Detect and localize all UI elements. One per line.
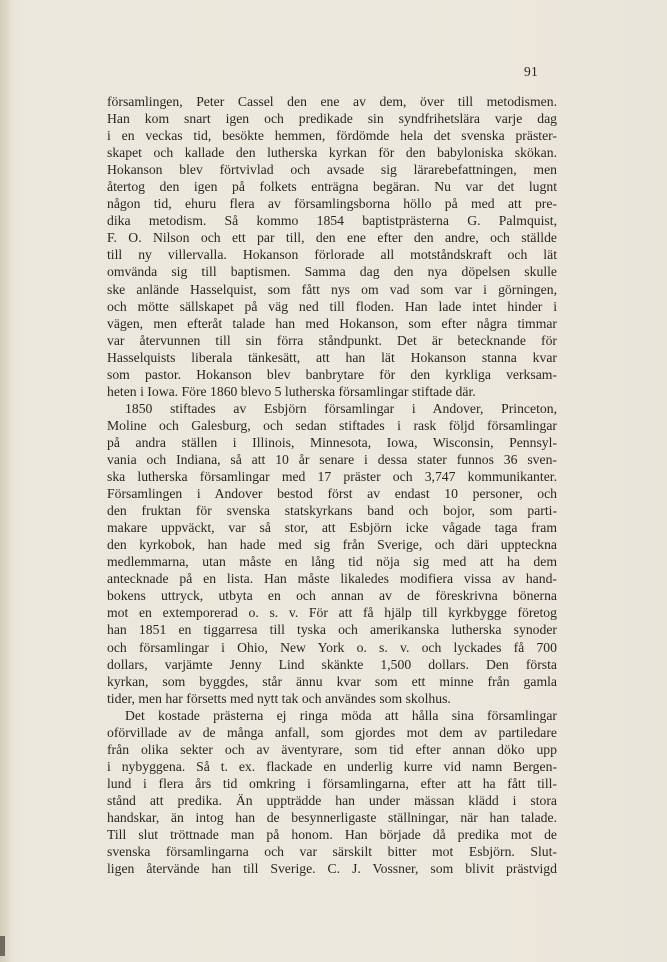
text-line: heten i Iowa. Före 1860 blevo 5 lutherska församlingar stiftade där. [107,383,476,399]
page-number: 91 [524,64,539,79]
text-line: den fruktan för svenska statskyrkans band och bojor, som parti- [107,503,557,519]
text-line: kyrkan, som byggdes, står ännu kvar som ett minne från gamla [107,673,557,689]
text-line: från olika sekter och av äventyrare, som tid efter annan döko upp [107,741,557,757]
text-line: Församlingen i Andover bestod först av endast 10 personer, och [107,486,557,502]
text-line: svenska församlingarna och var särskilt bitter mot Esbjörn. Slut- [107,844,557,860]
text-line: Moline och Galesburg, och sedan stiftades i rask följd församlingar [107,417,557,433]
text-line: ska lutherska församlingar med 17 präster och 3,747 kommunikanter. [107,469,557,485]
body-text [107,93,557,877]
text-line: bokens uttryck, utbyta en och annan av de föreskrivna bönerna [107,588,557,604]
text-line: oförvillade av de många anfall, som gjordes mot dem av partiledare [107,724,557,740]
text-line: återtog den igen på folkets enträgna begäran. Nu var det lugnt [107,179,557,195]
text-line: i nybyggena. Så t. ex. flackade en underlig kurre vid namn Bergen- [107,758,557,774]
text-line: Hokanson blev förtvivlad och avsade sig lärarebefattningen, men [107,162,557,178]
text-line: vania och Indiana, så att 10 år senare i dessa stater funnos 36 sven- [107,451,557,467]
text-line: tider, men har försetts med nytt tak och användes som skolhus. [107,690,451,706]
text-line: till ny villervalla. Hokanson förlorade all motståndskraft och lät [107,247,557,263]
text-line: och församlingar i Ohio, New York o. s. v. och lyckades få 700 [107,639,557,655]
text-line: Hasselquists liberala tänkesätt, att han lät Hokanson stanna kvar [107,349,557,365]
text-line: någon tid, ehuru flera av församlingsborna höllo på med att pre- [107,196,557,212]
text-line: och mötte sällskapet på väg ned till floden. Han lade intet hinder i [107,298,557,314]
text-line: Han kom snart igen och predikade sin syndfrihetslära varje dag [107,111,557,127]
text-line: medlemmarna, utan måste en lång tid nöja sig med att ha dem [107,554,557,570]
text-line: på andra ställen i Illinois, Minnesota, Iowa, Wisconsin, Pennsyl- [107,434,557,450]
text-line: 1850 stiftades av Esbjörn församlingar i Andover, Princeton, [125,400,557,416]
text-line: mot en extemporerad o. s. v. För att få hjälp till kyrkbygge företog [107,605,557,621]
text-line: i en veckas tid, besökte hemmen, fördömde hela det svenska präster- [107,128,557,144]
text-line: dollars, varjämte Jenny Lind skänkte 1,500 dollars. Den första [107,656,557,672]
text-line: antecknade på en lista. Han måste likaledes modifiera vissa av hand- [107,571,557,587]
text-line: skapet och kallade den lutherska kyrkan för den babyloniska skökan. [107,145,557,161]
text-line: makare uppväckt, var så stor, att Esbjörn icke vågade taga fram [107,520,557,536]
text-line: han 1851 en tiggarresa till tyska och amerikanska lutherska synoder [107,622,557,638]
text-line: var återvunnen till sin förra ståndpunkt. Det är betecknande för [107,332,557,348]
text-line: Till slut tröttnade man på honom. Han började då predika mot de [107,827,557,843]
text-line: lund i flera års tid omkring i församlingarna, efter att ha fått till- [107,775,557,791]
text-line: vägen, men efteråt talade han med Hokanson, som efter några timmar [107,315,557,331]
text-line: handskar, än intog han de besynnerligaste ställningar, när han talade. [107,809,557,825]
text-line: omvända sig till baptismen. Samma dag den nya döpelsen skulle [107,264,557,280]
text-line: dika metodism. Så kommo 1854 baptistprästerna G. Palmquist, [107,213,557,229]
text-line: som pastor. Hokanson blev banbrytare för den kyrkliga verksam- [107,366,557,382]
text-line: församlingen, Peter Cassel den ene av dem, över till metodismen. [107,94,557,109]
binding-mark [0,936,5,956]
text-line: Det kostade prästerna ej ringa möda att hålla sina församlingar [125,707,557,723]
text-line: den kyrkobok, han hade med sig från Sverige, och däri uppteckna [107,537,557,553]
text-line: ligen återvände han till Sverige. C. J. Vossner, som blivit prästvigd [107,861,557,877]
text-line: stånd att predika. Än uppträdde han under mässan klädd i stora [107,792,557,808]
page-gutter [0,0,10,962]
text-line: ske anlände Hasselquist, som fått nys om vad som var i görningen, [107,281,557,297]
text-line: F. O. Nilson och ett par till, den ene efter den andre, och ställde [107,230,557,246]
